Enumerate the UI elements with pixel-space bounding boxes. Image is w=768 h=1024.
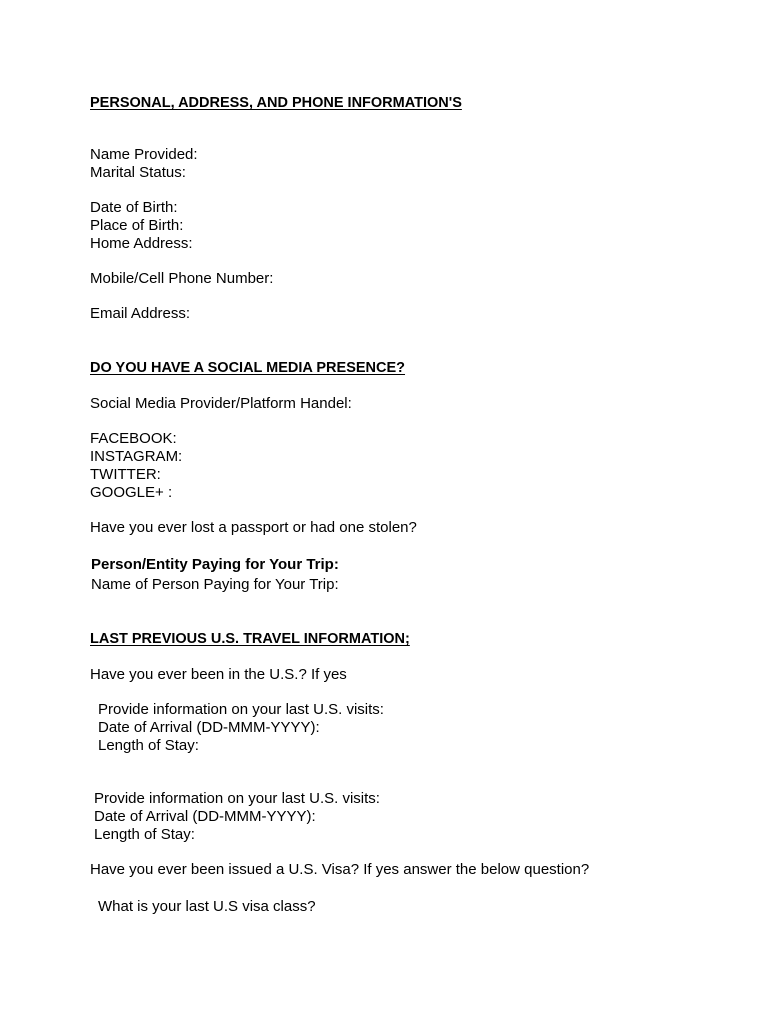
trip-payer-name-label: Name of Person Paying for Your Trip: (91, 576, 339, 593)
last-visit-1-length: Length of Stay: (98, 737, 199, 754)
home-address-label: Home Address: (90, 235, 193, 252)
email-address-label: Email Address: (90, 305, 191, 322)
mobile-phone-label: Mobile/Cell Phone Number: (90, 270, 274, 287)
personal-section-heading: PERSONAL, ADDRESS, AND PHONE INFORMATION'S (90, 95, 462, 111)
last-visit-2-arrival: Date of Arrival (DD-MMM-YYYY): (94, 808, 316, 825)
last-visit-1-arrival: Date of Arrival (DD-MMM-YYYY): (98, 719, 320, 736)
instagram-label: INSTAGRAM: (90, 448, 183, 465)
travel-section-heading: LAST PREVIOUS U.S. TRAVEL INFORMATION; (90, 631, 410, 647)
been-in-us-question: Have you ever been in the U.S.? If yes (90, 666, 347, 683)
social-media-section-heading: DO YOU HAVE A SOCIAL MEDIA PRESENCE? (90, 360, 406, 376)
google-plus-label: GOOGLE+ : (90, 484, 173, 501)
passport-lost-question: Have you ever lost a passport or had one stolen? (90, 519, 417, 536)
us-visa-question: Have you ever been issued a U.S. Visa? If yes answer the below question? (90, 861, 590, 878)
marital-status-label: Marital Status: (90, 164, 186, 181)
visa-class-question: What is your last U.S visa class? (98, 898, 316, 915)
date-of-birth-label: Date of Birth: (90, 199, 178, 216)
social-media-intro: Social Media Provider/Platform Handel: (90, 395, 352, 412)
last-visit-2-length: Length of Stay: (94, 826, 195, 843)
twitter-label: TWITTER: (90, 466, 161, 483)
place-of-birth-label: Place of Birth: (90, 217, 184, 234)
facebook-label: FACEBOOK: (90, 430, 177, 447)
last-visit-2-provide: Provide information on your last U.S. visits: (94, 790, 380, 807)
trip-payer-heading: Person/Entity Paying for Your Trip: (91, 556, 339, 573)
last-visit-1-provide: Provide information on your last U.S. visits: (98, 701, 384, 718)
name-provided-label: Name Provided: (90, 146, 198, 163)
